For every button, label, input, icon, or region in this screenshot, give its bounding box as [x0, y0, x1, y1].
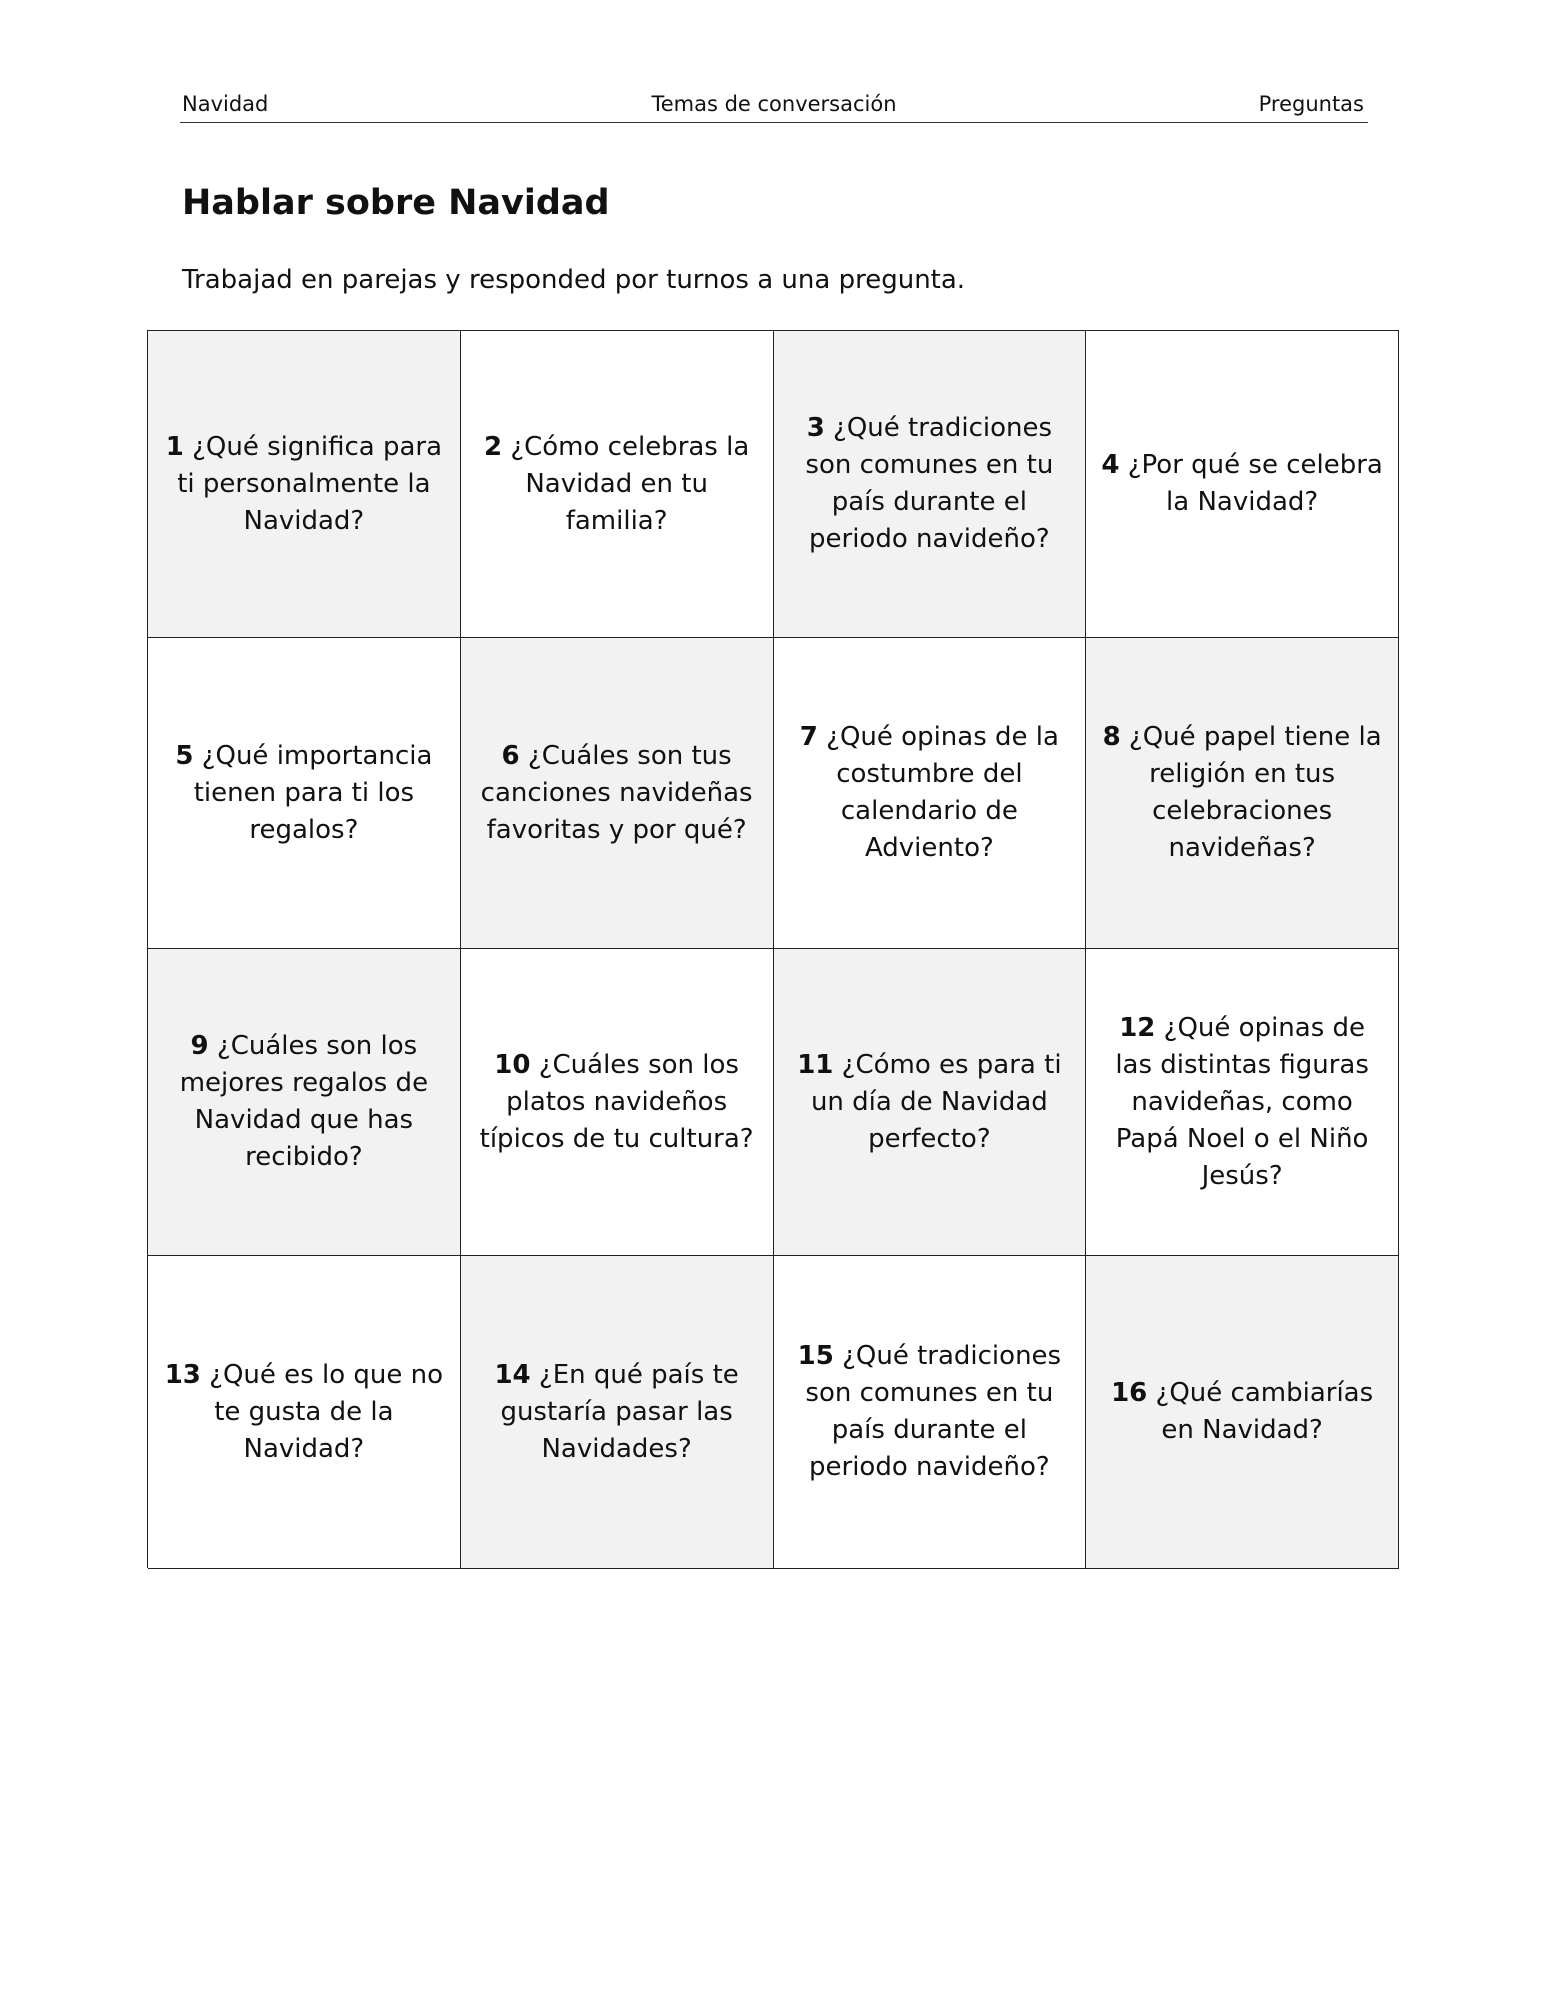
- question-cell: [1086, 1256, 1399, 1569]
- question-cell: [461, 331, 774, 638]
- question-cell: [148, 1256, 461, 1569]
- question-text: ¿En qué país te gustaría pasar las Navidades?: [500, 1359, 739, 1464]
- page-title: Hablar sobre Navidad: [182, 183, 610, 223]
- header-center-text: Temas de conversación: [651, 92, 897, 116]
- question-cell: [461, 949, 774, 1256]
- question-text: ¿Cuáles son los platos navideños típicos de tu cultura?: [479, 1049, 754, 1154]
- question-cell: [1086, 949, 1399, 1256]
- question-number: 13: [164, 1359, 201, 1390]
- header-left-text: Navidad: [182, 92, 269, 116]
- instruction-text: Trabajad en parejas y responded por turnos a una pregunta.: [182, 265, 966, 295]
- question-text: ¿Por qué se celebra la Navidad?: [1127, 450, 1383, 517]
- question-cell: [148, 331, 461, 638]
- question-number: 16: [1111, 1378, 1148, 1408]
- question-text: ¿Qué tradiciones son comunes en tu país durante el periodo navideño?: [805, 413, 1054, 554]
- question-number: 7: [799, 722, 818, 752]
- question-number: 14: [494, 1359, 531, 1390]
- question-number: 4: [1101, 450, 1120, 480]
- question-text: ¿Qué tradiciones son comunes en tu país durante el periodo navideño?: [805, 1341, 1062, 1482]
- question-number: 3: [806, 413, 825, 443]
- question-grid: [147, 330, 1399, 1568]
- question-text: ¿Cómo celebras la Navidad en tu familia?: [510, 431, 750, 536]
- question-text: ¿Cuáles son los mejores regalos de Navidad que has recibido?: [179, 1031, 429, 1172]
- question-text: ¿Qué significa para ti personalmente la Navidad?: [177, 431, 443, 536]
- question-text: ¿Qué opinas de la costumbre del calendario de Adviento?: [826, 722, 1059, 863]
- question-cell: [1086, 331, 1399, 638]
- question-text: ¿Cuáles son tus canciones navideñas favoritas y por qué?: [480, 740, 753, 845]
- question-cell: [1086, 638, 1399, 949]
- question-number: 6: [501, 740, 520, 771]
- question-text: ¿Qué importancia tienen para ti los regalos?: [193, 740, 433, 845]
- question-cell: [148, 638, 461, 949]
- question-number: 15: [797, 1341, 834, 1371]
- question-text: ¿Qué es lo que no te gusta de la Navidad?: [209, 1359, 444, 1464]
- question-cell: [774, 638, 1087, 949]
- question-text: ¿Qué cambiarías en Navidad?: [1155, 1378, 1374, 1445]
- question-text: ¿Qué opinas de las distintas figuras navideñas, como Papá Noel o el Niño Jesús?: [1115, 1012, 1369, 1191]
- question-cell: [148, 949, 461, 1256]
- question-cell: [461, 638, 774, 949]
- question-number: 2: [483, 431, 503, 462]
- question-cell: [774, 949, 1087, 1256]
- question-number: 12: [1119, 1012, 1156, 1043]
- question-text: ¿Cómo es para ti un día de Navidad perfecto?: [810, 1049, 1062, 1154]
- question-cell: [774, 331, 1087, 638]
- question-cell: [774, 1256, 1087, 1569]
- question-number: 10: [494, 1049, 531, 1080]
- question-number: 5: [175, 740, 194, 771]
- question-number: 11: [797, 1049, 834, 1080]
- question-number: 9: [190, 1031, 209, 1061]
- question-text: ¿Qué papel tiene la religión en tus celebraciones navideñas?: [1128, 722, 1382, 863]
- question-number: 8: [1102, 722, 1121, 752]
- question-cell: [461, 1256, 774, 1569]
- page-header: [180, 90, 1368, 123]
- header-right-text: Preguntas: [1258, 92, 1364, 116]
- question-number: 1: [165, 431, 184, 462]
